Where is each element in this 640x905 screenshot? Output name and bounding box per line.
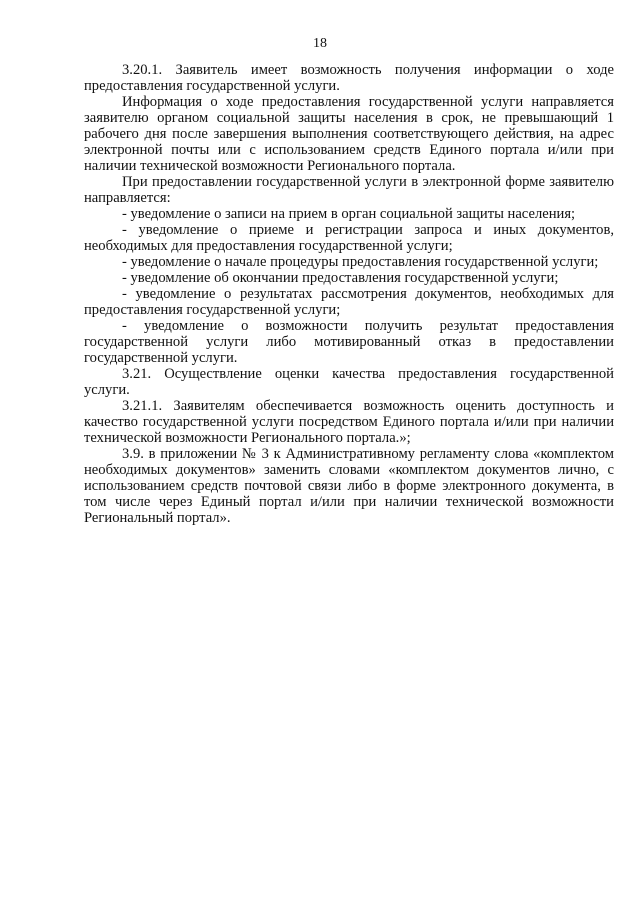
paragraph-3-21-1: 3.21.1. Заявителям обеспечивается возможность оценить доступность и качество государственной услуги посредством Единого портала и/или при наличии технической возможности Регионального портала.»; [84,398,614,446]
paragraph-electronic-form: При предоставлении государственной услуги в электронной форме заявителю направляется: [84,174,614,206]
list-item-procedure-end-notice: - уведомление об окончании предоставления государственной услуги; [122,270,559,286]
list-item-appointment-notice: - уведомление о записи на прием в орган социальной защиты населения; [122,206,576,222]
document-body [84,62,614,526]
list-item-result-availability-notice: - уведомление о возможности получить результат предоставления государственной услуги либо мотивированный отказ в предоставлении государственной услуги. [84,318,614,366]
paragraph-info-progress: Информация о ходе предоставления государственной услуги направляется заявителю органом социальной защиты населения в срок, не превышающий 1 рабочего дня после завершения выполнения соответствующего действия, на адрес электронной почты или с использованием средств Единого портала и/или при наличии технической возможности Регионального портала. [84,94,614,174]
list-item-registration-notice: - уведомление о приеме и регистрации запроса и иных документов, необходимых для предоставления государственной услуги; [84,222,614,254]
paragraph-3-20-1: 3.20.1. Заявитель имеет возможность получения информации о ходе предоставления государственной услуги. [84,62,614,94]
paragraph-3-21: 3.21. Осуществление оценки качества предоставления государственной услуги. [84,366,614,398]
paragraph-3-9: 3.9. в приложении № 3 к Административному регламенту слова «комплектом необходимых документов» заменить словами «комплектом документов лично, с использованием средств почтовой связи либо в форме электронного документа, в том числе через Единый портал и/или при наличии технической возможности Региональный портал». [84,446,614,526]
list-item-procedure-start-notice: - уведомление о начале процедуры предоставления государственной услуги; [122,254,599,270]
page-number: 18 [313,36,327,51]
list-item-review-results-notice: - уведомление о результатах рассмотрения документов, необходимых для предоставления государственной услуги; [84,286,614,318]
